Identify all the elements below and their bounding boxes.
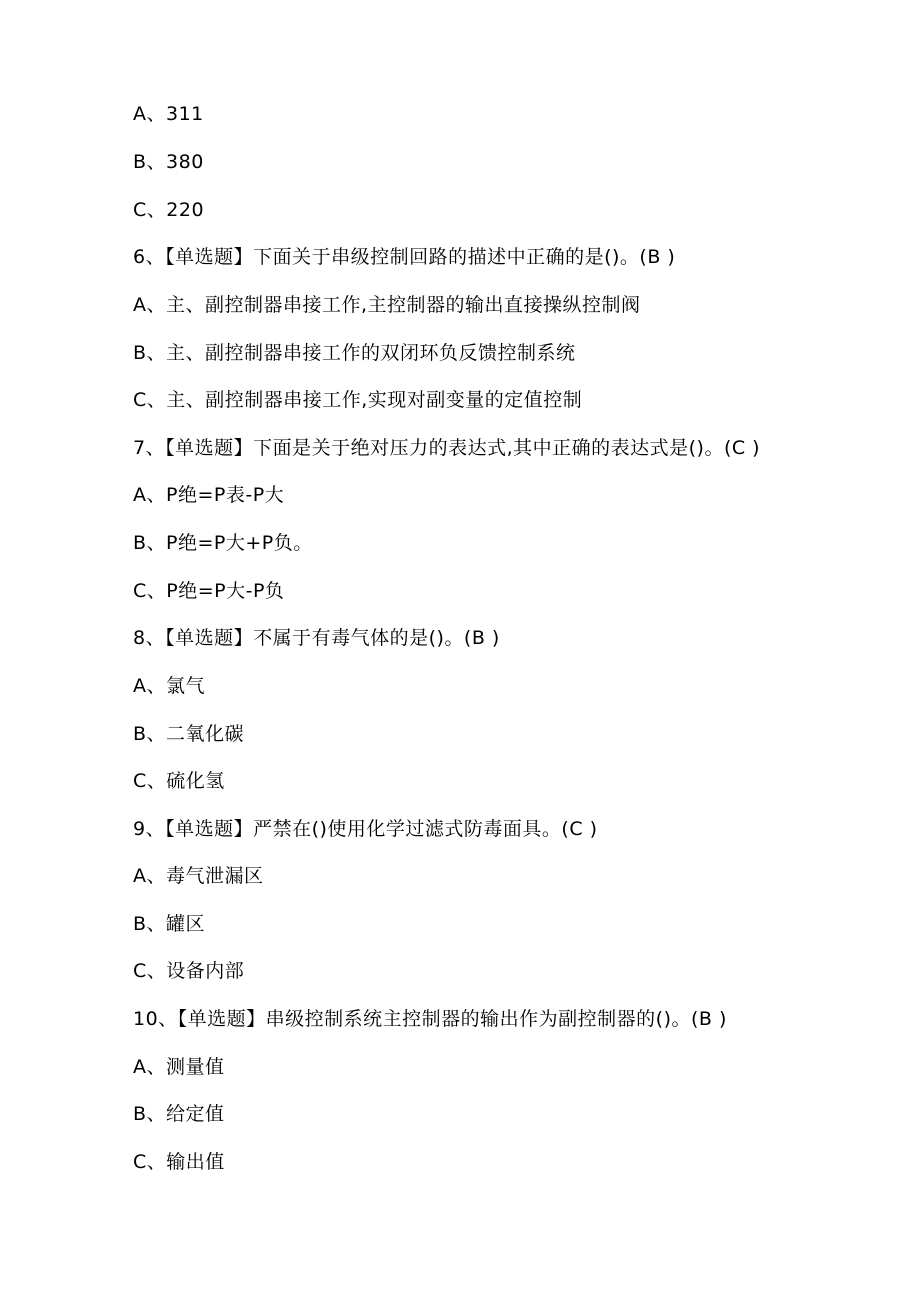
question-line: 9、【单选题】严禁在()使用化学过滤式防毒面具。(C ) (133, 818, 598, 840)
option-line: B、罐区 (133, 913, 206, 935)
option-line: C、设备内部 (133, 960, 245, 982)
question-line: 10、【单选题】串级控制系统主控制器的输出作为副控制器的()。(B ) (133, 1008, 727, 1030)
option-line: A、主、副控制器串接工作,主控制器的输出直接操纵控制阀 (133, 294, 641, 316)
option-line: C、硫化氢 (133, 770, 225, 792)
option-line: B、P绝=P大+P负。 (133, 532, 313, 554)
option-line: C、输出值 (133, 1151, 225, 1173)
option-line: A、测量值 (133, 1056, 225, 1078)
option-line: C、P绝=P大-P负 (133, 580, 285, 602)
question-line: 8、【单选题】不属于有毒气体的是()。(B ) (133, 627, 500, 649)
option-line: B、380 (133, 151, 204, 173)
option-line: A、311 (133, 103, 204, 125)
option-line: A、氯气 (133, 675, 205, 697)
question-line: 6、【单选题】下面关于串级控制回路的描述中正确的是()。(B ) (133, 246, 676, 268)
option-line: B、主、副控制器串接工作的双闭环负反馈控制系统 (133, 342, 576, 364)
option-line: C、220 (133, 199, 205, 221)
option-line: A、毒气泄漏区 (133, 865, 264, 887)
option-line: B、二氧化碳 (133, 723, 245, 745)
option-line: A、P绝=P表-P大 (133, 484, 285, 506)
question-line: 7、【单选题】下面是关于绝对压力的表达式,其中正确的表达式是()。(C ) (133, 437, 761, 459)
option-line: B、给定值 (133, 1103, 225, 1125)
option-line: C、主、副控制器串接工作,实现对副变量的定值控制 (133, 389, 583, 411)
